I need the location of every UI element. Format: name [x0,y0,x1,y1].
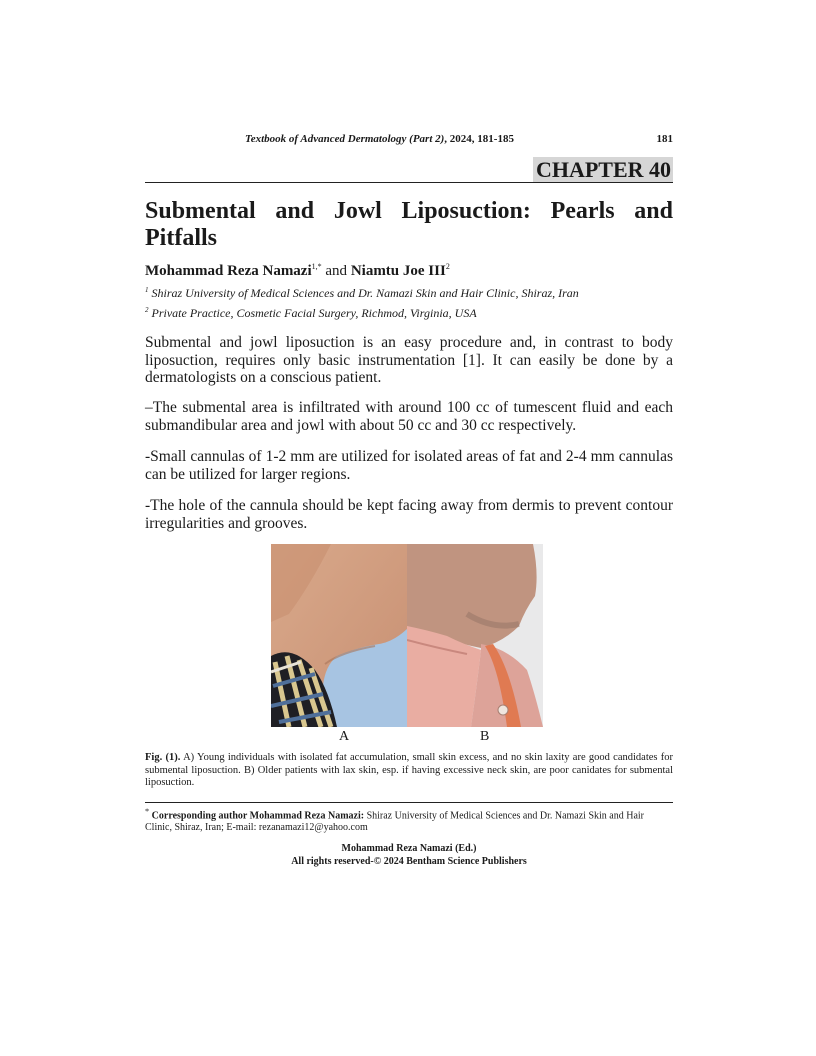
corresponding-author-footnote [145,806,673,834]
body-paragraph-3: -Small cannulas of 1-2 mm are utilized for isolated areas of fat and 2-4 mm cannulas can be utilized for larger regions. [145,448,673,483]
footnote-marker: * [145,807,150,816]
chapter-label: CHAPTER 40 [533,157,673,182]
publisher-info [145,843,673,868]
rights-line: All rights reserved-© 2024 Bentham Science Publishers [291,855,527,867]
author-connector: and [325,263,348,279]
affiliation-1-num: 1 [145,286,149,294]
author-1-sup: 1,* [311,262,322,271]
figure-caption-label: Fig. (1). [145,752,181,763]
editor-line: Mohammad Reza Namazi (Ed.) [341,843,477,854]
affiliation-1-text: Shiraz University of Medical Sciences and Dr. Namazi Skin and Hair Clinic, Shiraz, Iran [151,286,579,300]
page-number: 181 [656,133,673,145]
footnote-divider [145,802,673,803]
chapter-divider [145,182,673,183]
affiliation-2-text: Private Practice, Cosmetic Facial Surgery, Richmod, Virginia, USA [151,306,477,320]
figure-label-b: B [480,729,490,744]
body-paragraph-1: Submental and jowl liposuction is an easy procedure and, in contrast to body liposuction, requires only basic instrumentation [1]. It can easily be done by a dermatologists on a conscious patient. [145,334,673,386]
figure-caption [145,752,673,790]
author-2-name: Niamtu Joe III [350,263,446,279]
footnote-text: Shiraz University of Medical Sciences and Dr. Namazi Skin and Hair Clinic, Shiraz, Iran; E-mail: rezanamazi12@yahoo.com [145,810,644,834]
figure-panel-b-photo [407,544,543,727]
book-title: Textbook of Advanced Dermatology (Part 2) [245,133,445,145]
body-paragraph-4: -The hole of the cannula should be kept facing away from dermis to prevent contour irregularities and grooves. [145,497,673,532]
footnote-label: Corresponding author Mohammad Reza Namazi: [151,810,365,822]
chapter-title: Submental and Jowl Liposuction: Pearls and Pitfalls [145,198,673,251]
journal-citation [245,133,514,145]
affiliation-2-num: 2 [145,306,149,314]
figure-panel-a-photo [271,544,407,727]
author-2-sup: 2 [445,262,450,271]
figure-label-a: A [339,729,350,744]
affiliation-2 [145,306,477,321]
figure-caption-text: A) Young individuals with isolated fat accumulation, small skin excess, and no skin laxity are good candidates for submental liposuction. B) Older patients with lax skin, esp. if having excessive neck skin, are poor canidates for submental liposuction. [145,752,674,788]
author-line [145,262,450,280]
figure-1 [271,544,543,727]
year-pages: , 2024, 181-185 [444,133,514,145]
author-1-name: Mohammad Reza Namazi [145,263,312,279]
body-paragraph-2: –The submental area is infiltrated with around 100 cc of tumescent fluid and each submandibular area and jowl with about 50 cc and 30 cc respectively. [145,399,673,434]
affiliation-1 [145,286,579,301]
